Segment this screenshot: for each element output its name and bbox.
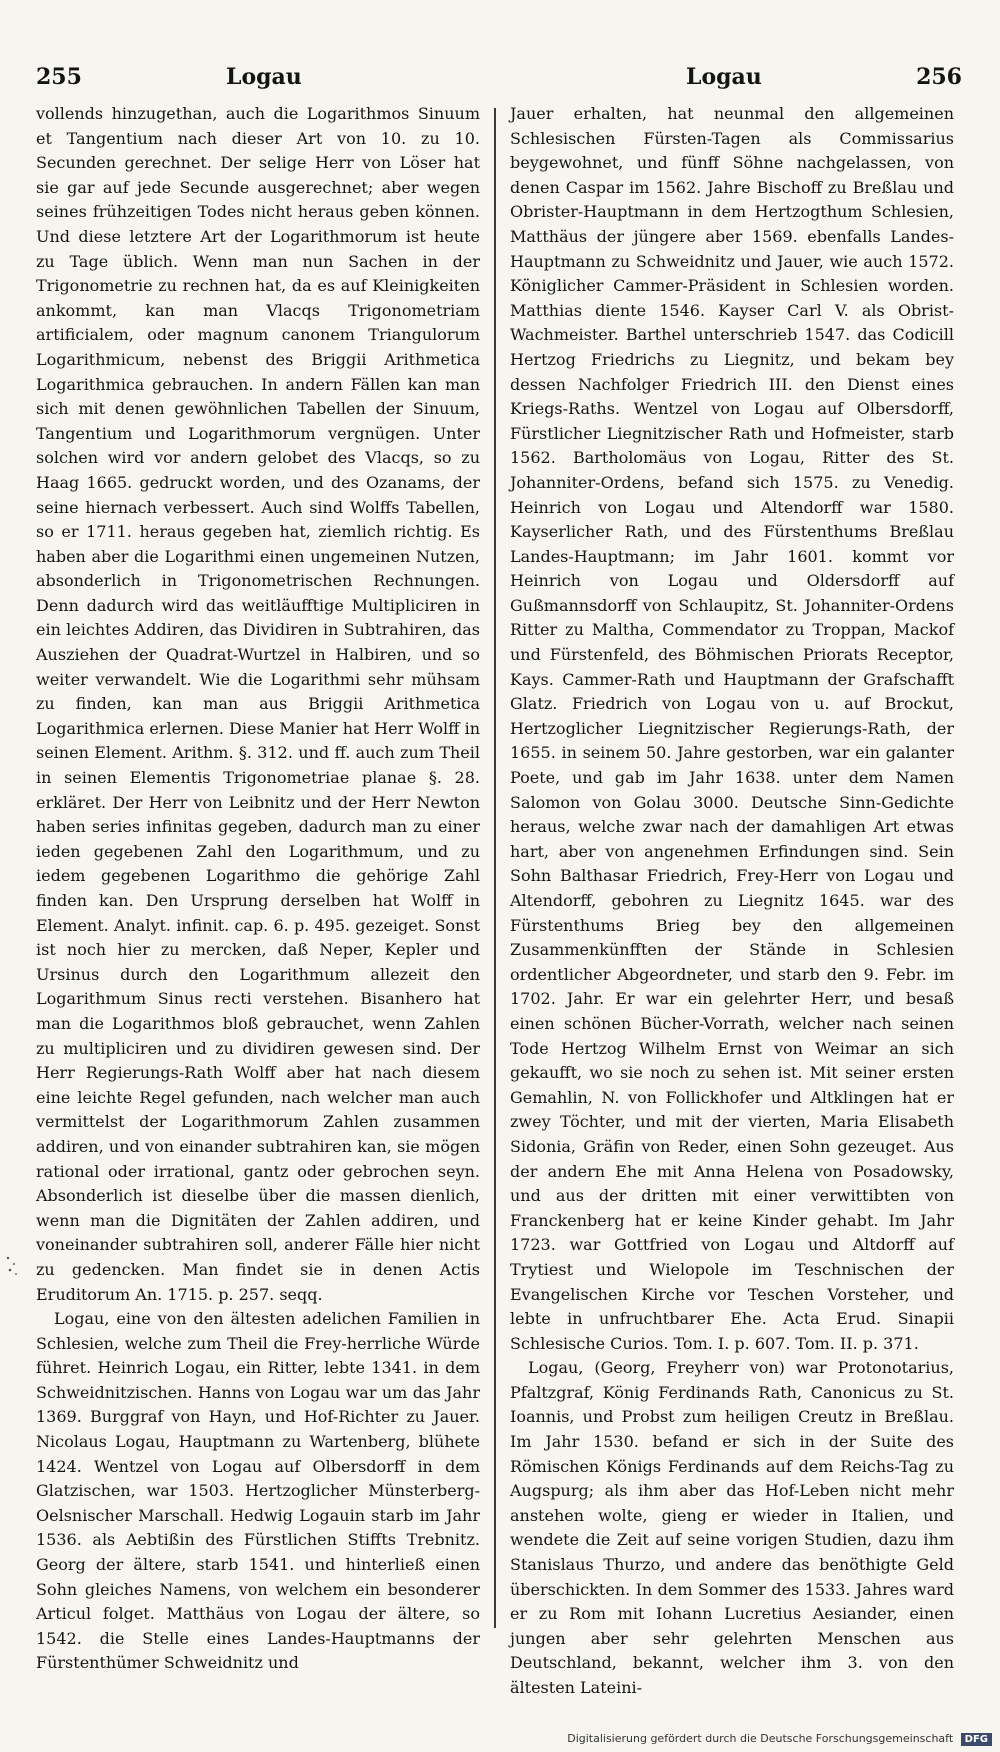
scan-speck — [2, 1250, 22, 1280]
page-header — [36, 60, 974, 100]
footer-credit: Digitalisierung gefördert durch die Deutsche Forschungsgemeinschaft — [567, 1732, 954, 1745]
paragraph-logau-family: Logau, eine von den ältesten adelichen Familien in Schlesien, welche zum Theil die Frey-herrliche Würde führet. Heinrich Logau, ein Ritter, lebte 1341. in dem Schweidnitzischen. Hanns von Logau war um das Jahr 1369. Burggraf von Hayn, und Hof-Richter zu Jauer. Nicolaus Logau, Hauptmann zu Wartenberg, blühete 1424. Wentzel von Logau auf Olbersdorff in dem Glatzischen, war 1503. Hertzoglicher Münsterberg-Oelsnischer Marschall. Hedwig Logauin starb im Jahr 1536. als Aebtißin des Fürstlichen Stiffts Trebnitz. Georg der ältere, starb 1541. und hinterließ einen Sohn gleiches Namens, von welchem ein besonderer Articul folget. Matthäus von Logau der ältere, so 1542. die Stelle eines Landes-Hauptmanns der Fürstenthümer Schweidnitz und — [36, 1309, 480, 1673]
page-number-right: 256 — [916, 64, 962, 90]
text-column-right — [510, 102, 954, 1697]
column-divider — [494, 108, 496, 1628]
page-number-left: 255 — [36, 64, 82, 90]
running-title-left: Logau — [226, 64, 302, 90]
running-title-right: Logau — [686, 64, 762, 90]
digitization-footer — [567, 1732, 992, 1746]
scanned-page — [36, 60, 974, 1710]
paragraph-logarithms: vollends hinzugethan, auch die Logarithmos Sinuum et Tangentium nach dieser Art von 10. zu 10. Secunden gerechnet. Der selige Herr von Löser hat sie gar auf jede Secunde ausgerechnet; aber wegen seines frühzeitigen Todes nicht heraus geben können. Und diese letztere Art der Logarithmorum ist heute zu Tage üblich. Wenn man nun Sachen in der Trigonometrie zu rechnen hat, da es auf Kleinigkeiten ankommt, kan man Vlacqs Trigonometriam artificialem, oder magnum canonem Triangulorum Logarithmicum, nebenst des Briggii Arithmetica Logarithmica gebrauchen. In andern Fällen kan man sich mit denen gewöhnlichen Tabellen der Sinuum, Tangentium und Logarithmorum vergnügen. Unter solchen wird vor andern gelobet des Vlacqs, so zu Haag 1665. gedruckt worden, und des Ozanams, der seine hiernach verbessert. Auch sind Wolffs Tabellen, so er 1711. heraus gegeben hat, ziemlich richtig. Es haben aber die Logarithmi einen ungemeinen Nutzen, absonderlich in Trigonometrischen Rechnungen. Denn dadurch wird das weitläufftige Multipliciren in ein leichtes Addiren, das Dividiren in Subtrahiren, das Ausziehen der Quadrat-Wurtzel in Halbiren, und so weiter verwandelt. Wie die Logarithmi sehr mühsam zu finden, kan man aus Briggii Arithmetica Logarithmica erlernen. Diese Manier hat Herr Wolff in seinen Element. Arithm. §. 312. und ff. auch zum Theil in seinen Elementis Trigonometriae planae §. 28. erkläret. Der Herr von Leibnitz und der Herr Newton haben series infinitas gegeben, dadurch man zu einer ieden gegebenen Zahl den Logarithmum, und zu iedem gegebenen Logarithmo die gehörige Zahl finden kan. Den Ursprung derselben hat Wolff in Element. Analyt. infinit. cap. 6. p. 495. gezeiget. Sonst ist noch hier zu mercken, daß Neper, Kepler und Ursinus durch den Logarithmum allezeit den Logarithmum Sinus recti verstehen. Bisanhero hat man die Logarithmos bloß gebrauchet, wenn Zahlen zu multipliciren und zu dividiren gewesen sind. Der Herr Regierungs-Rath Wolff aber hat nach diesem eine leichte Regel gefunden, nach welcher man auch vermittelst der Logarithmorum Zahlen zusammen addiren, und von einander subtrahiren kan, sie mögen rational oder irrational, gantz oder gebrochen seyn. Absonderlich ist dieselbe über die massen dienlich, wenn man die Dignitäten der Zahlen addiren, und voneinander subtrahiren soll, anderer Fälle hier nicht zu gedencken. Man findet sie in denen Actis Eruditorum An. 1715. p. 257. seqq. — [36, 104, 480, 1304]
paragraph-logau-georg: Logau, (Georg, Freyherr von) war Protonotarius, Pfaltzgraf, König Ferdinands Rath, Canonicus zu St. Ioannis, und Probst zum heiligen Creutz in Breßlau. Im Jahr 1530. befand er sich in der Suite des Römischen Königs Ferdinands auf dem Reichs-Tag zu Augspurg; als ihm aber das Hof-Leben nicht mehr anstehen wolte, gieng er wieder in Italien, und wendete die Zeit auf seine vorigen Studien, dazu ihm Stanislaus Thurzo, und andere das benöthigte Geld überschickten. In dem Sommer des 1533. Jahres ward er zu Rom mit Iohann Lucretius Aesiander, einen jungen aber sehr gelehrten Menschen aus Deutschland, bekannt, welcher ihm 3. von den ältesten Lateini- — [510, 1358, 954, 1697]
dfg-logo: DFG — [961, 1733, 992, 1746]
text-column-left — [36, 102, 480, 1673]
paragraph-logau-family-cont: Jauer erhalten, hat neunmal den allgemeinen Schlesischen Fürsten-Tagen als Commissarius beygewohnet, und fünff Söhne nachgelassen, von denen Caspar im 1562. Jahre Bischoff zu Breßlau und Obrister-Hauptmann in dem Hertzogthum Schlesien, Matthäus der jüngere aber 1569. ebenfalls Landes-Hauptmann zu Schweidnitz und Jauer, wie auch 1572. Königlicher Cammer-Präsident in Schlesien worden. Matthias diente 1546. Kayser Carl V. als Obrist-Wachmeister. Barthel unterschrieb 1547. das Codicill Hertzog Friedrichs zu Liegnitz, und bekam bey dessen Nachfolger Friedrich III. den Dienst eines Kriegs-Raths. Wentzel von Logau auf Olbersdorff, Fürstlicher Liegnitzischer Rath und Hofmeister, starb 1562. Bartholomäus von Logau, Ritter des St. Johanniter-Ordens, befand sich 1575. zu Venedig. Heinrich von Logau und Altendorff war 1580. Kayserlicher Rath, und des Fürstenthums Breßlau Landes-Hauptmann; im Jahr 1601. kommt vor Heinrich von Logau und Oldersdorff auf Gußmannsdorff von Schlaupitz, St. Johanniter-Ordens Ritter zu Maltha, Commendator zu Troppan, Mackof und Fürstenfeld, des Böhmischen Priorats Receptor, Kays. Cammer-Rath und Hauptmann der Grafschafft Glatz. Friedrich von Logau von u. auf Brockut, Hertzoglicher Liegnitzischer Regierungs-Rath, der 1655. in seinem 50. Jahre gestorben, war ein galanter Poete, und gab im Jahr 1638. unter dem Namen Salomon von Golau 3000. Deutsche Sinn-Gedichte heraus, welche zwar nach der damahligen Art etwas hart, aber von angenehmen Erfindungen sind. Sein Sohn Balthasar Friedrich, Frey-Herr von Logau und Altendorff, gebohren zu Liegnitz 1645. war des Fürstenthums Brieg bey den allgemeinen Zusammenkünfften der Stände in Schlesien ordentlicher Abgeordneter, und starb den 9. Febr. im 1702. Jahr. Er war ein gelehrter Herr, und besaß einen schönen Bücher-Vorrath, welcher nach seinen Tode Hertzog Wilhelm Ernst von Weimar an sich gekaufft, wo sie noch zu sehen ist. Mit seiner ersten Gemahlin, N. von Follickhofer und Altklingen hat er zwey Töchter, und mit der vierten, Maria Elisabeth Sidonia, Gräfin von Reder, einen Sohn gezeuget. Aus der andern Ehe mit Anna Helena von Posadowsky, und aus der dritten mit einer verwittibten von Franckenberg hat er keine Kinder gehabt. Im Jahr 1723. war Gottfried von Logau und Altdorff auf Trytiest und Wielopole im Teschnischen der Evangelischen Kirche vor Teschen Vorsteher, und lebte in unfruchtbarer Ehe. Acta Erud. Sinapii Schlesische Curios. Tom. I. p. 607. Tom. II. p. 371. — [510, 104, 954, 1353]
